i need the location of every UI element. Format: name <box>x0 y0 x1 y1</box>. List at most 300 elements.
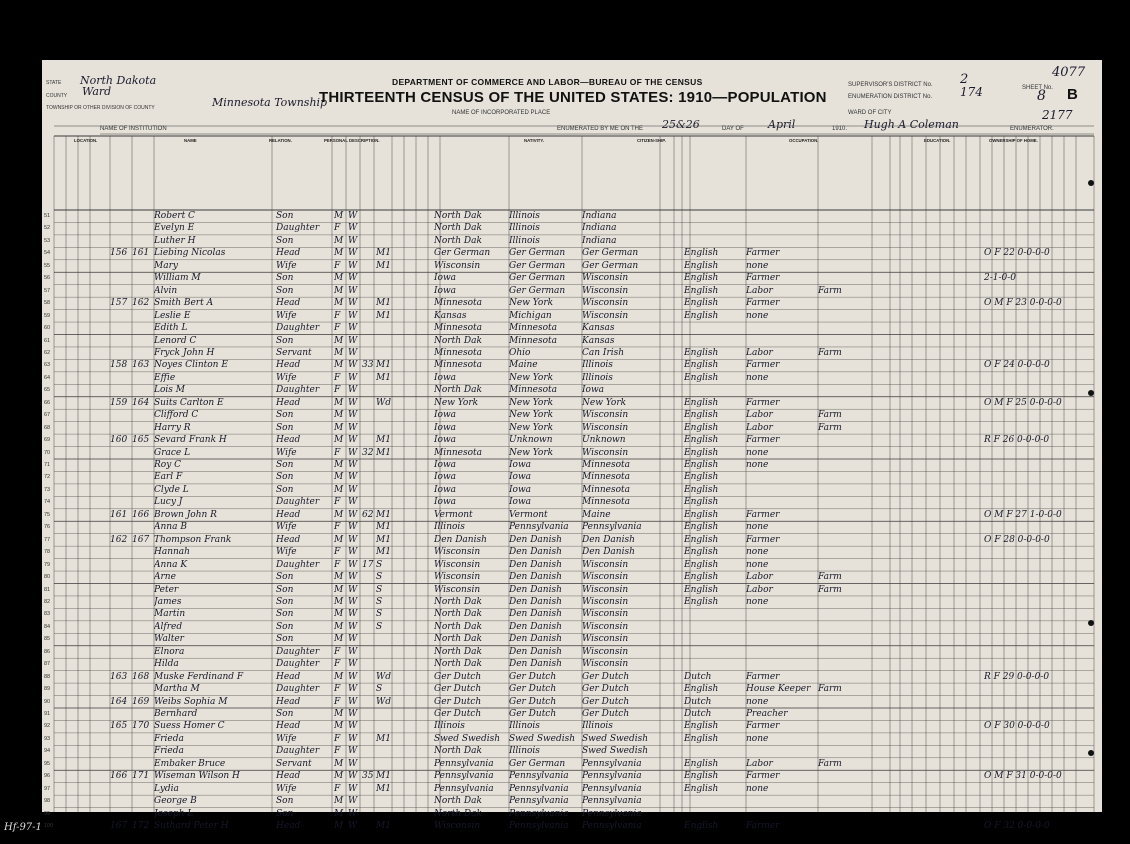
cell-father-bp: New York <box>509 422 554 433</box>
cell-mother-bp: Wisconsin <box>582 634 629 645</box>
cell-occupation: none <box>746 522 769 533</box>
cell-mother-bp: Pennsylvania <box>582 522 642 533</box>
cell-mother-bp: Pennsylvania <box>582 783 642 794</box>
cell-sex: M <box>334 771 344 782</box>
cell-line: 93 <box>44 735 51 742</box>
col-nativity: NATIVITY. <box>524 138 544 143</box>
cell-sex: M <box>334 721 344 732</box>
cell-occupation: Farmer <box>746 360 780 371</box>
cell-race: W <box>348 260 358 271</box>
cell-line: 76 <box>44 524 51 531</box>
cell-marital: M1 <box>376 447 391 458</box>
cell-name: Harry R <box>154 422 191 433</box>
cell-marital: S <box>376 596 383 607</box>
cell-occupation: none <box>746 696 769 707</box>
county-label: COUNTY <box>46 93 68 99</box>
cell-name: Bernhard <box>154 709 198 719</box>
cell-birthplace: North Dak <box>434 796 482 807</box>
cell-race: W <box>348 746 358 757</box>
cell-relation: Son <box>276 621 294 632</box>
cell-father-bp: Pennsylvania <box>509 783 569 794</box>
cell-line: 65 <box>44 387 51 394</box>
cell-language: English <box>684 572 719 583</box>
cell-line: 88 <box>44 673 51 680</box>
cell-name: Sevard Frank H <box>154 435 227 446</box>
cell-sex: M <box>334 572 344 583</box>
cell-name: Mary <box>154 260 178 271</box>
cell-mother-bp: Swed Swedish <box>582 746 649 757</box>
cell-occupation: none <box>746 783 769 794</box>
cell-mother-bp: Wisconsin <box>582 584 629 595</box>
cell-relation: Son <box>276 484 294 495</box>
cell-sex: M <box>334 298 344 309</box>
cell-father-bp: Iowa <box>509 484 532 495</box>
cell-mother-bp: Wisconsin <box>582 422 629 433</box>
cell-line: 71 <box>44 462 51 468</box>
cell-race: W <box>348 273 358 284</box>
cell-age: 33 <box>362 360 374 371</box>
cell-birthplace: Wisconsin <box>434 821 481 832</box>
cell-relation: Son <box>276 572 294 583</box>
cell-language: English <box>684 584 719 595</box>
cell-name: Thompson Frank <box>154 534 232 545</box>
cell-race: W <box>348 211 358 221</box>
cell-name: Wiseman Wilson H <box>154 771 240 782</box>
cell-marital: M1 <box>376 547 391 558</box>
cell-ownership: O F 30 0-0-0-0 <box>984 721 1050 732</box>
cell-sex: M <box>334 422 344 433</box>
cell-language: English <box>684 484 719 495</box>
table-row <box>44 584 1094 596</box>
cell-line: 78 <box>44 549 51 556</box>
cell-relation: Daughter <box>276 497 320 508</box>
table-row <box>44 322 1094 334</box>
column-headers <box>54 136 1094 216</box>
township-value: Minnesota Township <box>212 96 328 109</box>
table-row <box>44 459 1094 471</box>
cell-relation: Head <box>276 509 301 520</box>
cell-relation: Son <box>276 410 294 421</box>
cell-race: W <box>348 646 358 657</box>
cell-relation: Son <box>276 285 294 296</box>
cell-marital: M1 <box>376 260 391 271</box>
cell-race: W <box>348 235 358 246</box>
cell-name: Alvin <box>154 285 178 296</box>
cell-relation: Wife <box>276 260 297 271</box>
cell-ownership: O M F 23 0-0-0-0 <box>984 298 1062 309</box>
cell-sex: F <box>334 372 341 383</box>
cell-line: 99 <box>44 810 51 817</box>
cell-father-bp: Den Danish <box>509 572 562 583</box>
table-row <box>44 571 1094 583</box>
cell-occupation: House Keeper <box>746 684 811 695</box>
cell-father-bp: New York <box>509 397 554 408</box>
cell-mother-bp: Ger Dutch <box>582 671 630 682</box>
cell-marital: M1 <box>376 360 391 371</box>
cell-mother-bp: Den Danish <box>582 534 635 545</box>
table-row <box>44 596 1094 608</box>
table-row <box>44 683 1094 695</box>
cell-sex: M <box>334 671 344 682</box>
cell-sex: F <box>334 559 341 570</box>
cell-race: W <box>348 335 358 346</box>
cell-sex: M <box>334 796 344 807</box>
cell-birthplace: Ger Dutch <box>434 709 482 719</box>
cell-occupation: Farmer <box>746 435 780 446</box>
cell-sex: F <box>334 447 341 458</box>
cell-marital: M1 <box>376 435 391 446</box>
cell-sex: F <box>334 260 341 271</box>
cell-mother-bp: Pennsylvania <box>582 758 642 769</box>
cell-occupation: Farmer <box>746 397 780 408</box>
cell-name: Frieda <box>154 746 184 757</box>
cell-relation: Daughter <box>276 323 320 334</box>
cell-name: Edith L <box>154 323 188 334</box>
cell-line: 56 <box>44 275 51 282</box>
cell-sex: M <box>334 584 344 595</box>
enumeration-district-label: ENUMERATION DISTRICT No. <box>848 94 933 100</box>
table-row <box>44 696 1094 708</box>
day-of-label: DAY OF <box>722 126 744 132</box>
cell-language: English <box>684 559 719 570</box>
cell-birthplace: North Dak <box>434 223 482 234</box>
cell-race: W <box>348 397 358 408</box>
cell-language: English <box>684 435 719 446</box>
cell-father-bp: Vermont <box>509 509 548 520</box>
cell-language: Dutch <box>684 709 712 719</box>
cell-ownership: O M F 31 0-0-0-0 <box>984 771 1062 782</box>
cell-dwelling: 156 <box>110 248 128 259</box>
cell-father-bp: Iowa <box>509 460 532 470</box>
cell-relation: Servant <box>276 347 312 358</box>
cell-father-bp: Ger Dutch <box>509 684 557 695</box>
cell-sex: F <box>334 696 341 707</box>
cell-marital: Wd <box>376 397 392 408</box>
cell-name: Brown John R <box>154 509 217 520</box>
cell-age: 35 <box>362 771 374 782</box>
cell-relation: Wife <box>276 372 297 383</box>
cell-mother-bp: Unknown <box>582 435 626 446</box>
cell-mother-bp: Ger German <box>582 260 639 271</box>
cell-race: W <box>348 609 358 620</box>
cell-age: 62 <box>362 509 374 520</box>
cell-line: 52 <box>44 225 51 232</box>
enumerated-prefix: ENUMERATED BY ME ON THE <box>557 126 644 132</box>
cell-relation: Head <box>276 435 301 446</box>
cell-marital: M1 <box>376 522 391 533</box>
cell-race: W <box>348 808 358 819</box>
cell-race: W <box>348 696 358 707</box>
cell-line: 60 <box>44 325 51 332</box>
cell-name: Clifford C <box>154 410 199 421</box>
cell-father-bp: Pennsylvania <box>509 808 569 819</box>
table-row <box>44 397 1094 409</box>
cell-language: English <box>684 733 719 744</box>
cell-line: 62 <box>44 349 51 356</box>
cell-mother-bp: Indiana <box>582 223 617 234</box>
cell-birthplace: North Dak <box>434 235 482 246</box>
cell-birthplace: North Dak <box>434 621 482 632</box>
cell-father-bp: Maine <box>509 360 538 371</box>
cell-family: 163 <box>132 360 150 371</box>
cell-line: 94 <box>44 748 51 755</box>
cell-relation: Son <box>276 335 294 346</box>
cell-language: English <box>684 721 719 732</box>
cell-occupation: Labor <box>746 572 773 583</box>
cell-birthplace: Iowa <box>434 410 457 421</box>
cell-birthplace: Pennsylvania <box>434 771 494 782</box>
cell-race: W <box>348 509 358 520</box>
cell-mother-bp: Indiana <box>582 211 617 221</box>
cell-sex: F <box>334 497 341 508</box>
cell-sex: M <box>334 808 344 819</box>
table-row <box>44 222 1094 234</box>
cell-name: Suits Carlton E <box>154 397 224 408</box>
cell-marital: Wd <box>376 696 392 707</box>
cell-ownership: O F 32 0-0-0-0 <box>984 821 1050 832</box>
cell-family: 171 <box>132 771 150 782</box>
table-row <box>44 484 1094 496</box>
cell-father-bp: Ger Dutch <box>509 671 557 682</box>
cell-line: 98 <box>44 798 51 805</box>
table-row <box>44 297 1094 309</box>
cell-occupation: none <box>746 547 769 558</box>
cell-relation: Daughter <box>276 385 320 396</box>
cell-sex: M <box>334 484 344 495</box>
cell-father-bp: Den Danish <box>509 596 562 607</box>
cell-name: Clyde L <box>154 484 189 495</box>
cell-language: English <box>684 783 719 794</box>
cell-family: 165 <box>132 435 150 446</box>
cell-line: 58 <box>44 300 51 307</box>
cell-industry: Farm <box>818 347 842 358</box>
table-row <box>44 708 1094 720</box>
cell-race: W <box>348 684 358 695</box>
table-row <box>44 372 1094 384</box>
cell-occupation: Farmer <box>746 821 780 832</box>
cell-line: 67 <box>44 412 51 419</box>
cell-sex: M <box>334 509 344 520</box>
cell-race: W <box>348 497 358 508</box>
cell-name: Effie <box>154 372 176 383</box>
table-row <box>44 646 1094 658</box>
department-heading: DEPARTMENT OF COMMERCE AND LABOR—BUREAU OF THE CENSUS <box>392 77 703 87</box>
stamp-bottom: 2177 <box>1042 108 1073 122</box>
table-row <box>44 272 1094 284</box>
cell-birthplace: North Dak <box>434 385 482 396</box>
cell-name: Robert C <box>154 211 195 221</box>
cell-family: 167 <box>132 534 150 545</box>
cell-line: 61 <box>44 337 51 344</box>
cell-mother-bp: Wisconsin <box>582 273 629 284</box>
cell-relation: Wife <box>276 522 297 533</box>
cell-relation: Son <box>276 596 294 607</box>
cell-father-bp: Swed Swedish <box>509 733 576 744</box>
cell-mother-bp: Wisconsin <box>582 285 629 296</box>
cell-mother-bp: Wisconsin <box>582 310 629 321</box>
cell-line: 63 <box>44 362 51 369</box>
cell-occupation: none <box>746 460 769 470</box>
cell-occupation: Labor <box>746 285 773 296</box>
col-ownership: OWNERSHIP OF HOME. <box>989 138 1038 143</box>
cell-name: Lucy J <box>154 497 183 508</box>
cell-mother-bp: Maine <box>582 509 611 520</box>
cell-father-bp: New York <box>509 447 554 458</box>
col-name: NAME <box>184 138 197 143</box>
cell-sex: F <box>334 323 341 334</box>
cell-language: Dutch <box>684 671 712 682</box>
cell-birthplace: North Dak <box>434 808 482 819</box>
cell-race: W <box>348 709 358 719</box>
punch-hole <box>1088 750 1094 756</box>
cell-relation: Head <box>276 696 301 707</box>
cell-family: 166 <box>132 509 150 520</box>
cell-birthplace: Minnesota <box>434 360 483 371</box>
cell-father-bp: Den Danish <box>509 659 562 670</box>
cell-line: 68 <box>44 424 51 431</box>
cell-race: W <box>348 559 358 570</box>
cell-occupation: none <box>746 260 769 271</box>
cell-line: 80 <box>44 574 51 581</box>
cell-mother-bp: Pennsylvania <box>582 771 642 782</box>
cell-father-bp: New York <box>509 372 554 383</box>
cell-age: 32 <box>362 447 374 458</box>
cell-birthplace: North Dak <box>434 609 482 620</box>
cell-line: 79 <box>44 561 51 568</box>
col-education: EDUCATION. <box>924 138 951 143</box>
table-row <box>44 621 1094 633</box>
cell-birthplace: North Dak <box>434 659 482 670</box>
cell-mother-bp: Swed Swedish <box>582 733 649 744</box>
cell-occupation: Farmer <box>746 534 780 545</box>
cell-line: 92 <box>44 723 51 730</box>
state-value: North Dakota <box>80 74 157 87</box>
cell-name: Anna K <box>154 559 188 570</box>
cell-sex: M <box>334 621 344 632</box>
cell-line: 53 <box>44 237 51 244</box>
cell-race: W <box>348 783 358 794</box>
cell-language: English <box>684 285 719 296</box>
cell-birthplace: Iowa <box>434 484 457 495</box>
cell-father-bp: Den Danish <box>509 534 562 545</box>
cell-relation: Son <box>276 584 294 595</box>
cell-name: Walter <box>154 634 184 645</box>
cell-relation: Wife <box>276 547 297 558</box>
cell-language: English <box>684 260 719 271</box>
cell-sex: M <box>334 360 344 371</box>
cell-occupation: none <box>746 596 769 607</box>
cell-father-bp: Pennsylvania <box>509 796 569 807</box>
cell-mother-bp: Illinois <box>582 360 613 371</box>
cell-birthplace: North Dak <box>434 746 482 757</box>
cell-language: English <box>684 534 719 545</box>
cell-language: English <box>684 360 719 371</box>
cell-sex: F <box>334 522 341 533</box>
cell-race: W <box>348 310 358 321</box>
cell-sex: M <box>334 634 344 645</box>
cell-mother-bp: Pennsylvania <box>582 796 642 807</box>
supervisor-district-label: SUPERVISOR'S DISTRICT No. <box>848 82 933 88</box>
census-sheet <box>42 60 1102 832</box>
cell-relation: Wife <box>276 447 297 458</box>
cell-birthplace: Iowa <box>434 472 457 483</box>
cell-race: W <box>348 360 358 371</box>
cell-mother-bp: Illinois <box>582 372 613 383</box>
cell-sex: M <box>334 435 344 446</box>
cell-dwelling: 161 <box>110 509 128 520</box>
cell-birthplace: North Dak <box>434 335 482 346</box>
cell-name: Elnora <box>154 646 185 657</box>
table-row <box>44 285 1094 297</box>
cell-language: English <box>684 347 719 358</box>
cell-birthplace: Den Danish <box>434 534 487 545</box>
cell-family: 162 <box>132 298 150 309</box>
cell-industry: Farm <box>818 584 842 595</box>
institution-label: NAME OF INSTITUTION <box>100 126 167 132</box>
cell-mother-bp: Ger German <box>582 248 639 259</box>
cell-sex: M <box>334 596 344 607</box>
cell-father-bp: Den Danish <box>509 621 562 632</box>
cell-birthplace: North Dak <box>434 211 482 221</box>
cell-ownership: R F 29 0-0-0-0 <box>984 671 1050 682</box>
cell-race: W <box>348 584 358 595</box>
cell-name: Peter <box>154 584 179 595</box>
table-row <box>44 795 1094 807</box>
county-value: Ward <box>82 85 112 98</box>
cell-occupation: none <box>746 559 769 570</box>
cell-relation: Head <box>276 248 301 259</box>
cell-line: 100 <box>44 823 54 830</box>
cell-marital: S <box>376 684 383 695</box>
cell-birthplace: Vermont <box>434 509 473 520</box>
cell-father-bp: Ger German <box>509 260 566 271</box>
cell-mother-bp: Wisconsin <box>582 572 629 583</box>
cell-relation: Daughter <box>276 646 320 657</box>
cell-marital: M1 <box>376 310 391 321</box>
cell-family: 172 <box>132 821 150 832</box>
cell-ownership: O F 28 0-0-0-0 <box>984 534 1050 545</box>
cell-dwelling: 167 <box>110 821 128 832</box>
cell-marital: S <box>376 559 383 570</box>
table-row <box>44 521 1094 533</box>
table-row <box>44 783 1094 795</box>
cell-dwelling: 160 <box>110 435 128 446</box>
cell-birthplace: Illinois <box>434 721 465 732</box>
table-row <box>44 247 1094 259</box>
cell-father-bp: Illinois <box>509 721 540 732</box>
cell-sex: M <box>334 285 344 296</box>
cell-birthplace: Illinois <box>434 522 465 533</box>
cell-mother-bp: New York <box>582 397 627 408</box>
cell-sex: M <box>334 397 344 408</box>
cell-race: W <box>348 484 358 495</box>
cell-father-bp: Ger Dutch <box>509 709 557 719</box>
cell-family: 161 <box>132 248 150 259</box>
cell-line: 77 <box>44 536 51 543</box>
cell-race: W <box>348 758 358 769</box>
cell-name: Roy C <box>154 460 182 470</box>
cell-marital: M1 <box>376 733 391 744</box>
township-label: TOWNSHIP OR OTHER DIVISION OF COUNTY <box>46 105 155 111</box>
cell-name: Lenord C <box>154 335 197 346</box>
cell-name: Martin <box>154 609 186 620</box>
cell-race: W <box>348 534 358 545</box>
cell-mother-bp: Wisconsin <box>582 659 629 670</box>
cell-line: 87 <box>44 661 51 668</box>
cell-name: Embaker Bruce <box>154 758 226 769</box>
cell-birthplace: Iowa <box>434 422 457 433</box>
cell-line: 73 <box>44 486 51 493</box>
